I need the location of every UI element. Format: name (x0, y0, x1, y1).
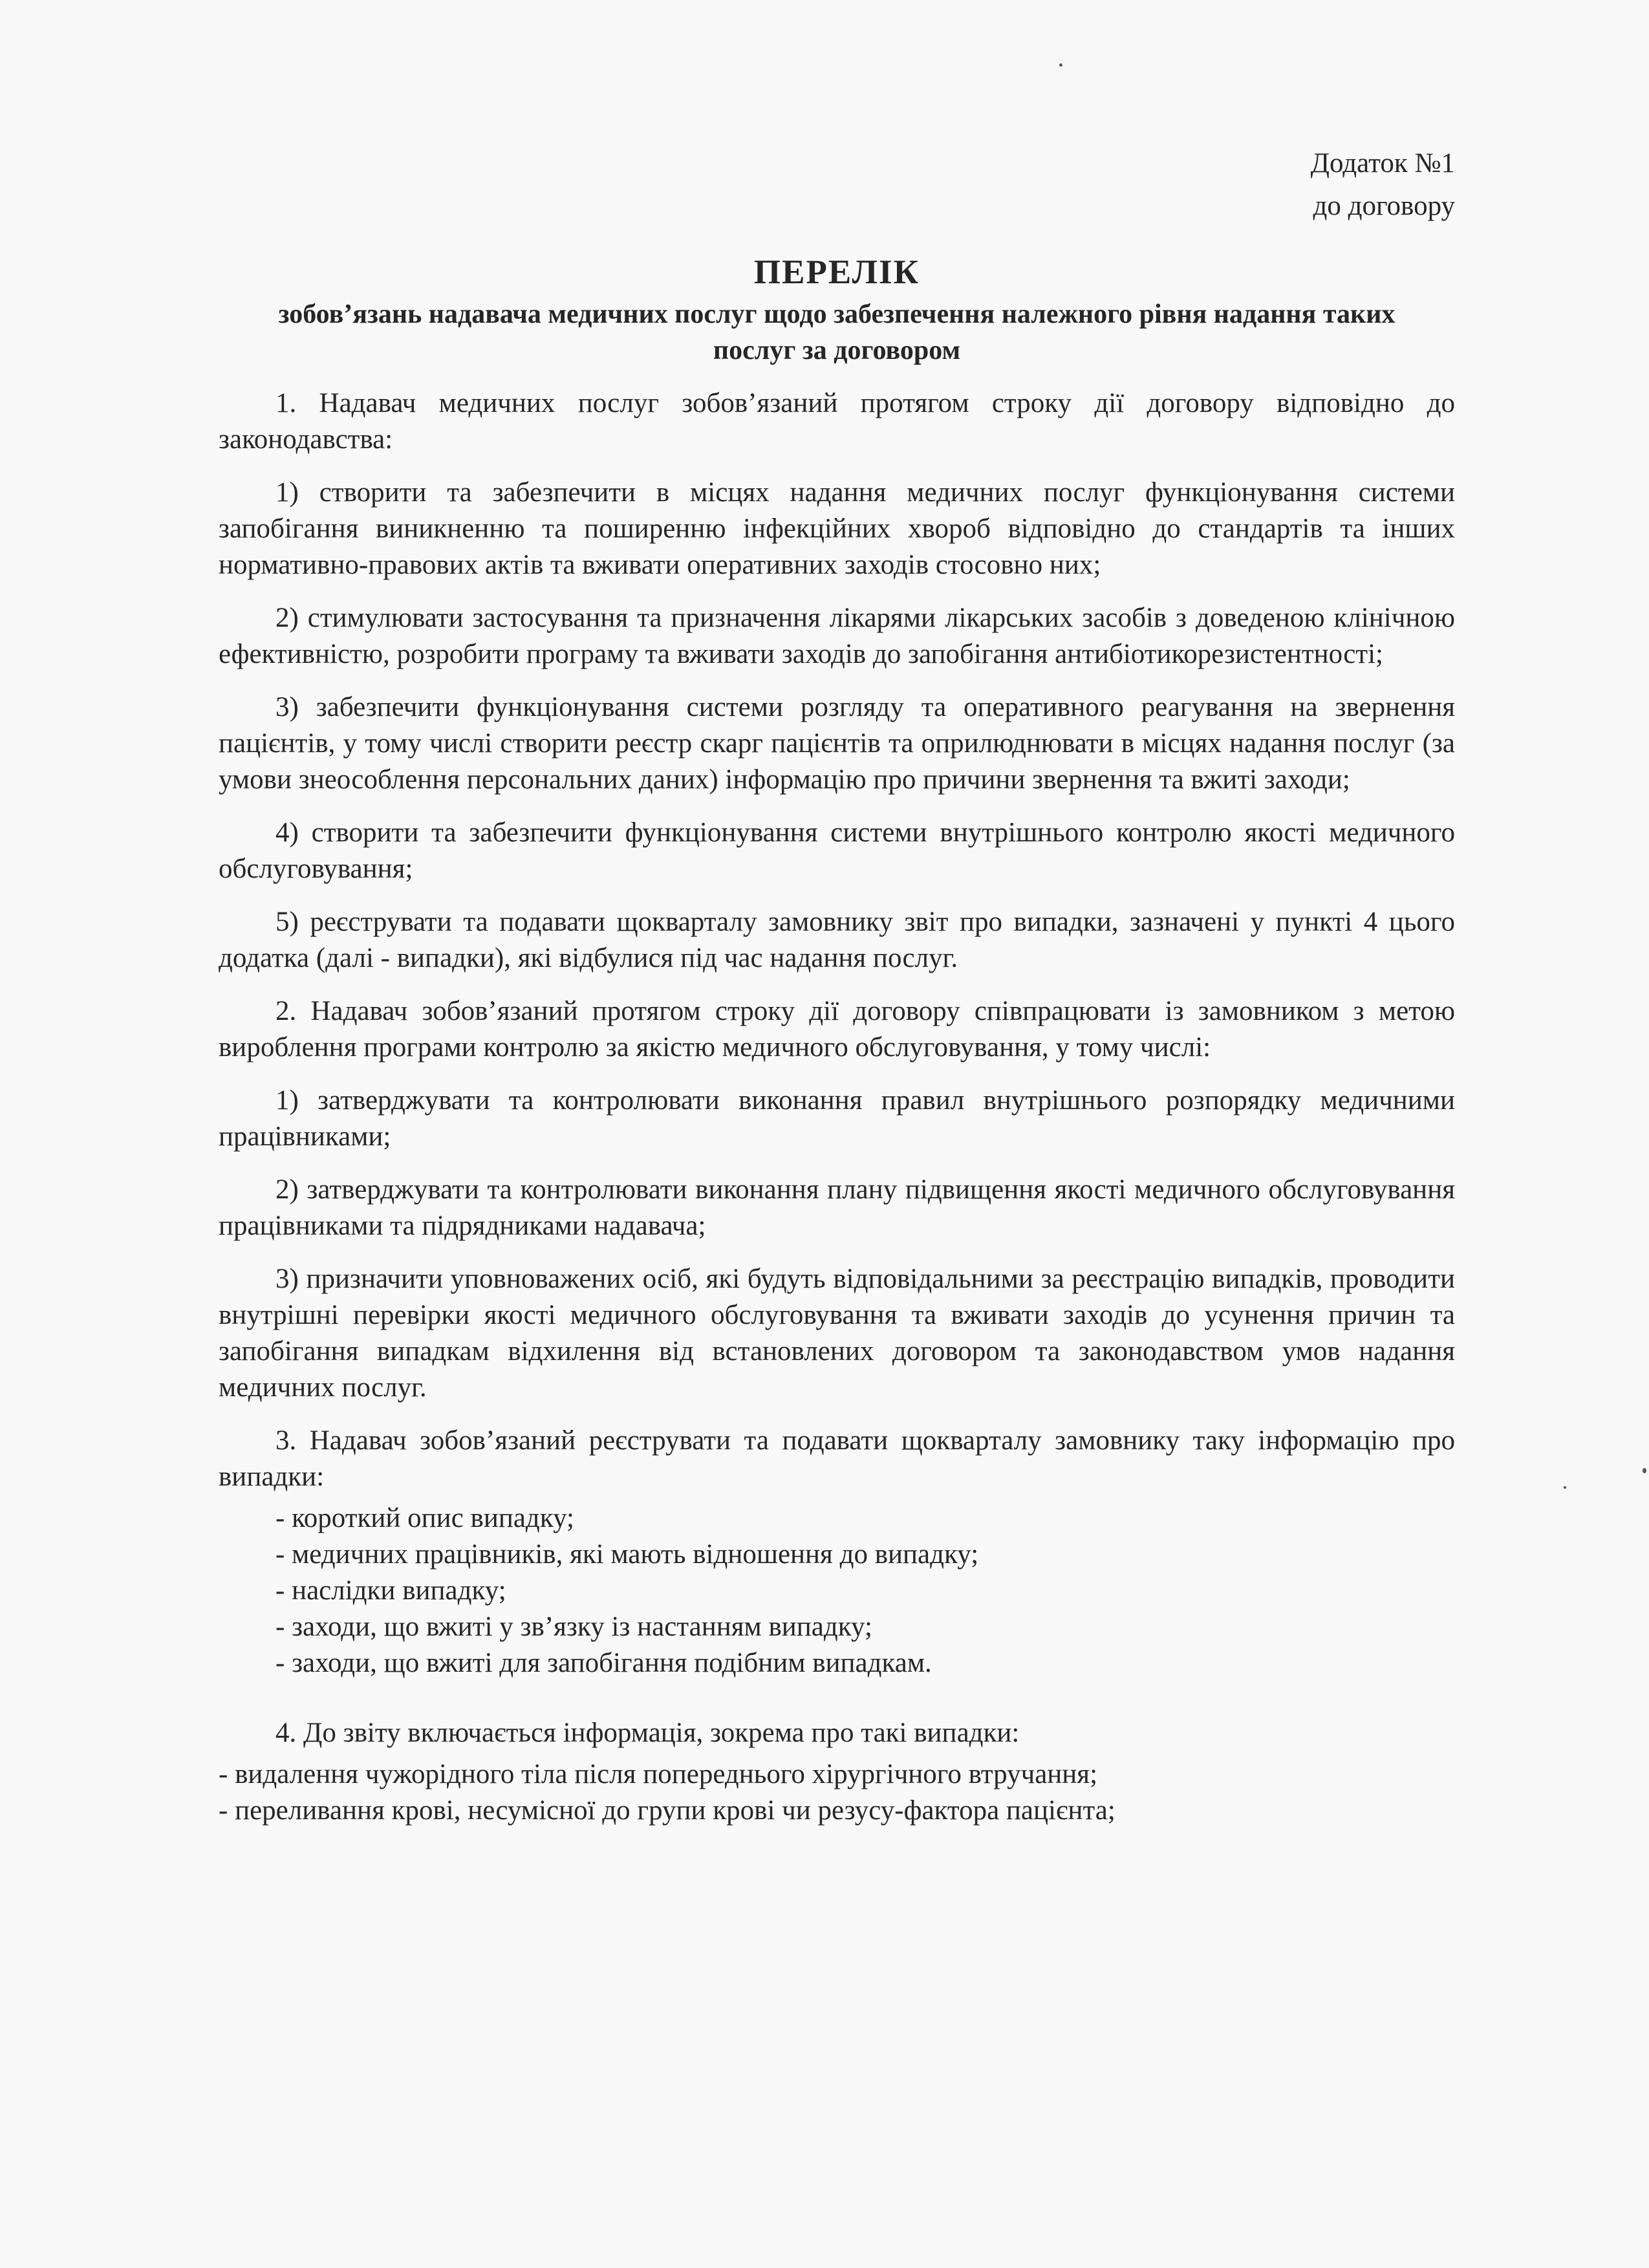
list-item: - короткий опис випадку; (275, 1503, 574, 1533)
section-4-intro: 4. До звіту включається інформація, зокрема про такі випадки: (275, 1718, 1020, 1748)
appendix-number: Додаток №1 (1310, 148, 1455, 178)
section-1-intro: 1. Надавач медичних послуг зобов’язаний протягом строку дії договору відповідно до законодавства: (219, 388, 1455, 455)
appendix-reference: до договору (1313, 191, 1455, 221)
scan-speck (1643, 1468, 1646, 1473)
list-item: - заходи, що вжиті для запобігання подібним випадкам. (275, 1648, 932, 1678)
list-item: - наслідки випадку; (275, 1575, 506, 1606)
section-1-item: 5) реєструвати та подавати щокварталу замовнику звіт про випадки, зазначені у пункті 4 цього додатка (далі - випадки), які відбулися під час надання послуг. (219, 907, 1455, 973)
section-1-item: 3) забезпечити функціонування системи розгляду та оперативного реагування на звернення пацієнтів, у тому числі створити реєстр скарг пацієнтів та оприлюднювати в місцях надання послуг (за умови знеособлення персональних даних) інформацію про причини звернення та вжиті заходи; (219, 692, 1455, 795)
section-3-intro: 3. Надавач зобов’язаний реєструвати та подавати щокварталу замовнику таку інформацію про випадки: (219, 1425, 1455, 1492)
section-2-intro: 2. Надавач зобов’язаний протягом строку дії договору співпрацювати із замовником з метою вироблення програми контролю за якістю медичного обслуговування, у тому числі: (219, 996, 1455, 1063)
list-item: - видалення чужорідного тіла після попереднього хірургічного втручання; (219, 1759, 1098, 1789)
document-body (219, 142, 1455, 1846)
section-2-item: 1) затверджувати та контролювати виконання правил внутрішнього розпорядку медичними працівниками; (219, 1085, 1455, 1152)
document-title: ПЕРЕЛІК (753, 254, 920, 291)
section-1-item: 4) створити та забезпечити функціонування системи внутрішнього контролю якості медичного обслуговування; (219, 817, 1455, 884)
section-2-item: 2) затверджувати та контролювати виконання плану підвищення якості медичного обслуговування працівниками та підрядниками надавача; (219, 1174, 1455, 1241)
section-3-list (219, 1500, 1455, 1681)
section-1-item: 2) стимулювати застосування та призначення лікарями лікарських засобів з доведеною клінічною ефективністю, розробити програму та вживати заходів до запобігання антибіотикорезистентності; (219, 603, 1455, 669)
document-subtitle: зобов’язань надавача медичних послуг щодо забезпечення належного рівня надання таких послуг за договором (278, 299, 1396, 365)
section-2-item: 3) призначити уповноважених осіб, які будуть відповідальними за реєстрацію випадків, проводити внутрішні перевірки якості медичного обслуговування та вживати заходів до усунення причин та запобігання випадкам відхилення від встановлених договором та законодавством умов надання медичних послуг. (219, 1264, 1455, 1403)
section-4-list (219, 1756, 1455, 1829)
list-item: - заходи, що вжиті у зв’язку із настанням випадку; (275, 1612, 872, 1642)
scan-speck (1564, 1486, 1566, 1489)
list-item: - переливання крові, несумісної до групи крові чи резусу-фактора пацієнта; (219, 1795, 1116, 1826)
scan-speck (1059, 63, 1062, 67)
list-item: - медичних працівників, які мають відношення до випадку; (275, 1539, 979, 1570)
appendix-header (219, 142, 1455, 228)
section-1-item: 1) створити та забезпечити в місцях надання медичних послуг функціонування системи запобігання виникненню та поширенню інфекційних хвороб відповідно до стандартів та інших нормативно-правових актів та вживати оперативних заходів стосовно них; (219, 477, 1455, 580)
